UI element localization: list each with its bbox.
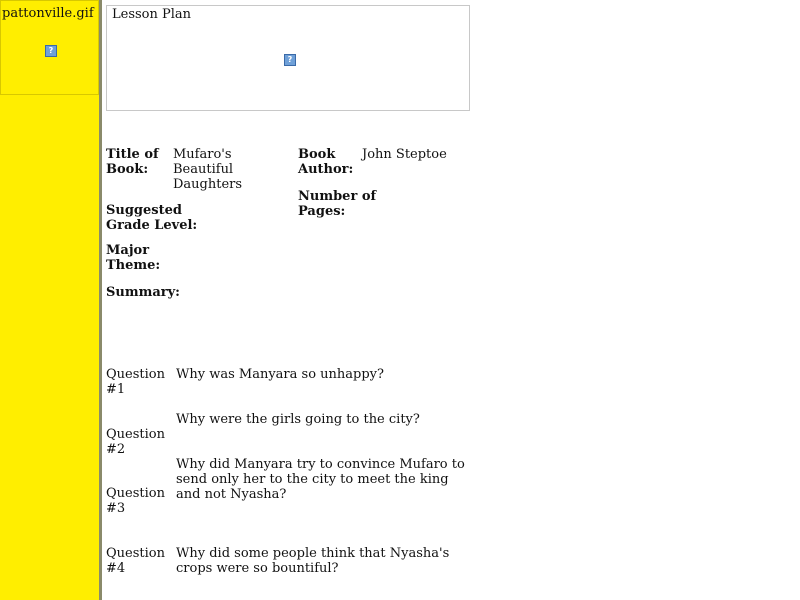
question-4-label: Question #4	[106, 546, 165, 576]
question-2-text: Why were the girls going to the city?	[176, 412, 420, 427]
question-4-text: Why did some people think that Nyasha's crops were so bountiful?	[176, 546, 450, 576]
lesson-plan-banner	[106, 5, 470, 111]
broken-image-icon: ?	[45, 45, 57, 57]
question-2-label: Question #2	[106, 427, 165, 457]
question-3-text: Why did Manyara try to convince Mufaro to send only her to the city to meet the king and not Nyasha?	[176, 457, 465, 502]
logo-alt-text: pattonville.gif	[2, 6, 94, 21]
major-theme-label: Major Theme:	[106, 243, 161, 273]
title-of-book-label: Title of Book:	[106, 147, 159, 177]
broken-image-icon: ?	[284, 54, 296, 66]
question-1-text: Why was Manyara so unhappy?	[176, 367, 384, 382]
sidebar-divider	[99, 0, 102, 600]
question-1-label: Question #1	[106, 367, 165, 397]
banner-label: Lesson Plan	[112, 7, 192, 22]
grade-level-label: Suggested Grade Level:	[106, 203, 198, 233]
book-author-label: Book Author:	[298, 147, 354, 177]
question-3-label: Question #3	[106, 486, 165, 516]
summary-label: Summary:	[106, 285, 180, 300]
book-author-value: John Steptoe	[362, 147, 447, 162]
title-of-book-value: Mufaro's Beautiful Daughters	[173, 147, 243, 192]
logo-frame	[0, 0, 99, 95]
left-sidebar	[0, 0, 99, 600]
number-of-pages-label: Number of Pages:	[298, 189, 377, 219]
